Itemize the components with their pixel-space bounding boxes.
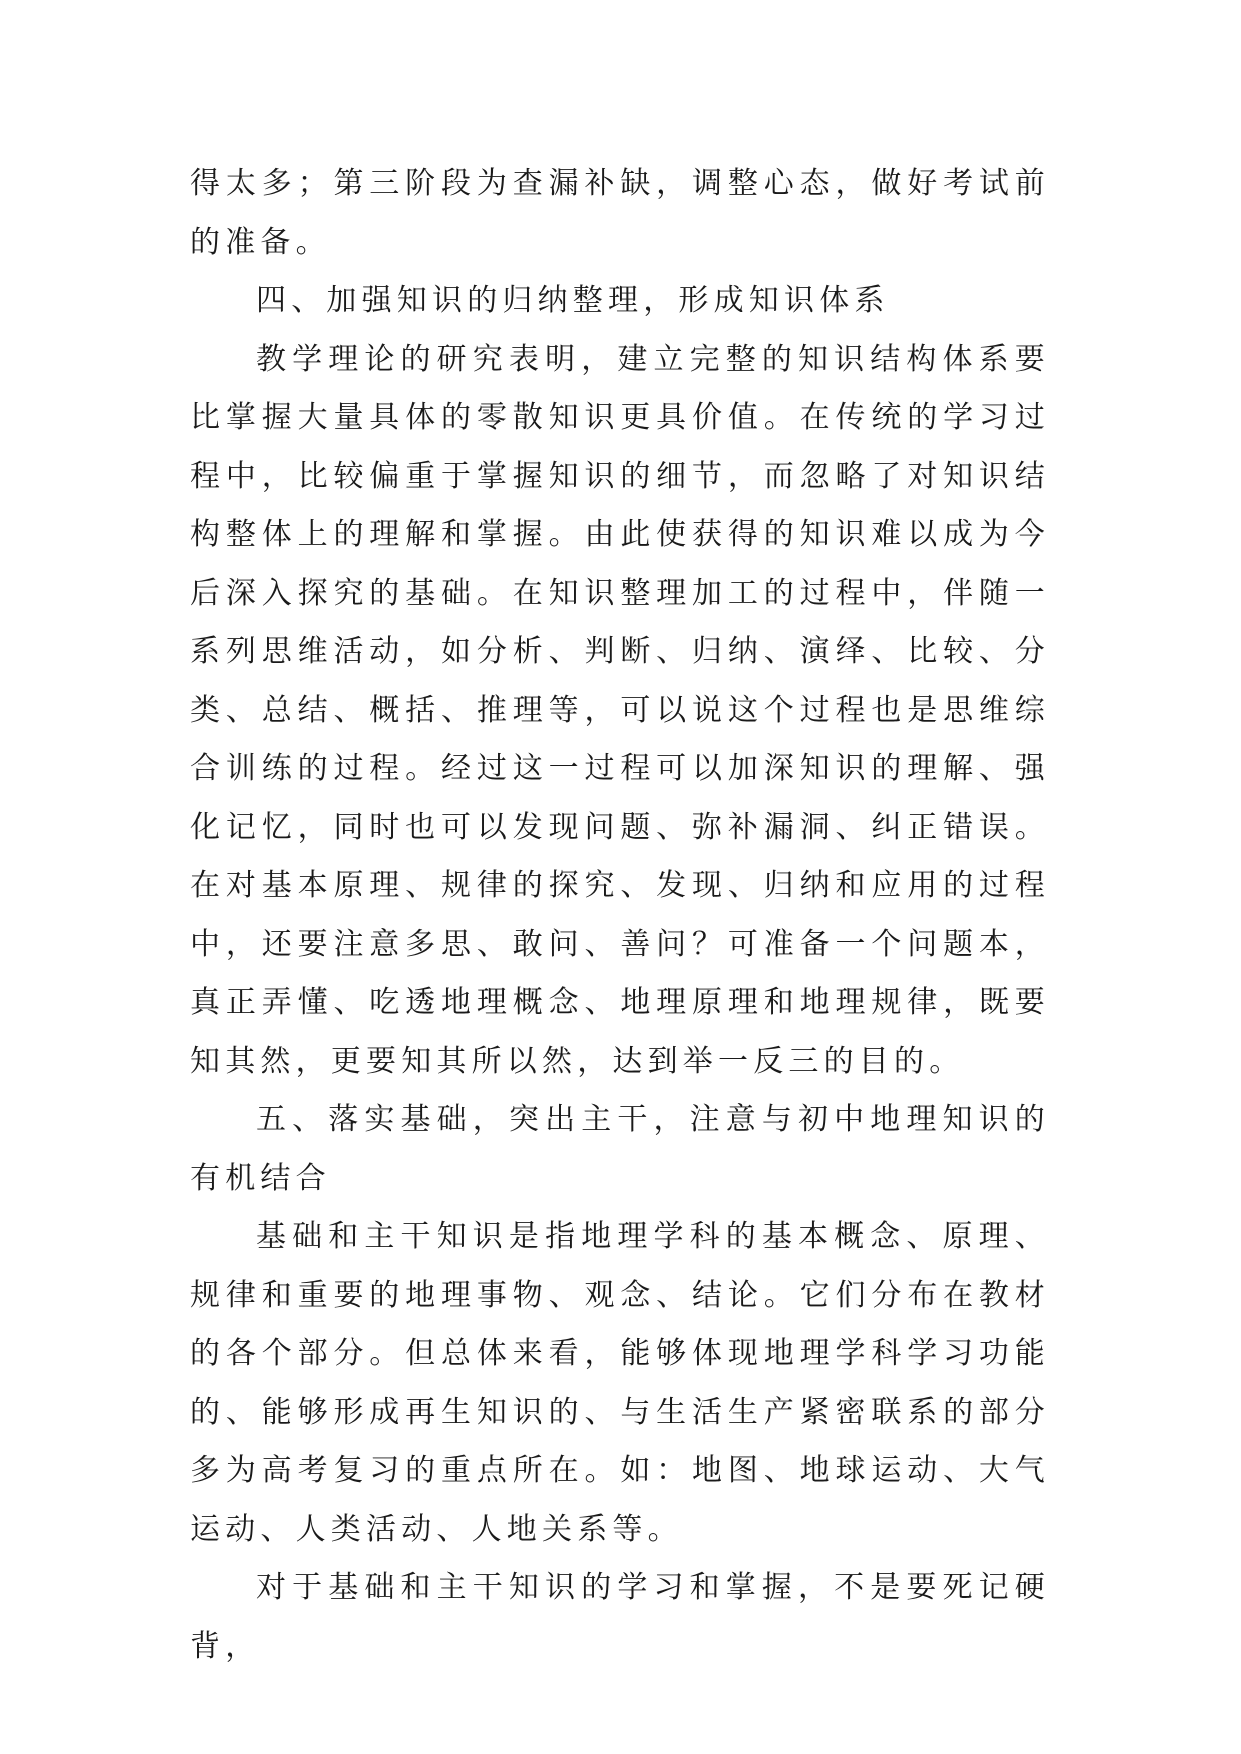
paragraph-continuation: 得太多；第三阶段为查漏补缺，调整心态，做好考试前的准备。 — [190, 166, 1050, 260]
paragraph: 基础和主干知识是指地理学科的基本概念、原理、规律和重要的地理事物、观念、结论。它们分布在教材的各个部分。但总体来看，能够体现地理学科学习功能的、能够形成再生知识的、与生活生产紧密联系的部分多为高考复习的重点所在。如：地图、地球运动、大气运动、人类活动、人地关系等。 — [190, 1219, 1050, 1547]
paragraph: 教学理论的研究表明，建立完整的知识结构体系要比掌握大量具体的零散知识更具价值。在传统的学习过程中，比较偏重于掌握知识的细节，而忽略了对知识结构整体上的理解和掌握。由此使获得的知识难以成为今后深入探究的基础。在知识整理加工的过程中，伴随一系列思维活动，如分析、判断、归纳、演绎、比较、分类、总结、概括、推理等，可以说这个过程也是思维综合训练的过程。经过这一过程可以加深知识的理解、强化记忆，同时也可以发现问题、弥补漏洞、纠正错误。在对基本原理、规律的探究、发现、归纳和应用的过程中，还要注意多思、敢问、善问？可准备一个问题本，真正弄懂、吃透地理概念、地理原理和地理规律，既要知其然，更要知其所以然，达到举一反三的目的。 — [190, 341, 1050, 1079]
document-body — [190, 155, 1050, 1676]
section-heading-5: 五、落实基础，突出主干，注意与初中地理知识的有机结合 — [190, 1102, 1050, 1196]
section-heading-4: 四、加强知识的归纳整理，形成知识体系 — [256, 283, 890, 318]
paragraph: 对于基础和主干知识的学习和掌握，不是要死记硬背， — [190, 1570, 1050, 1664]
